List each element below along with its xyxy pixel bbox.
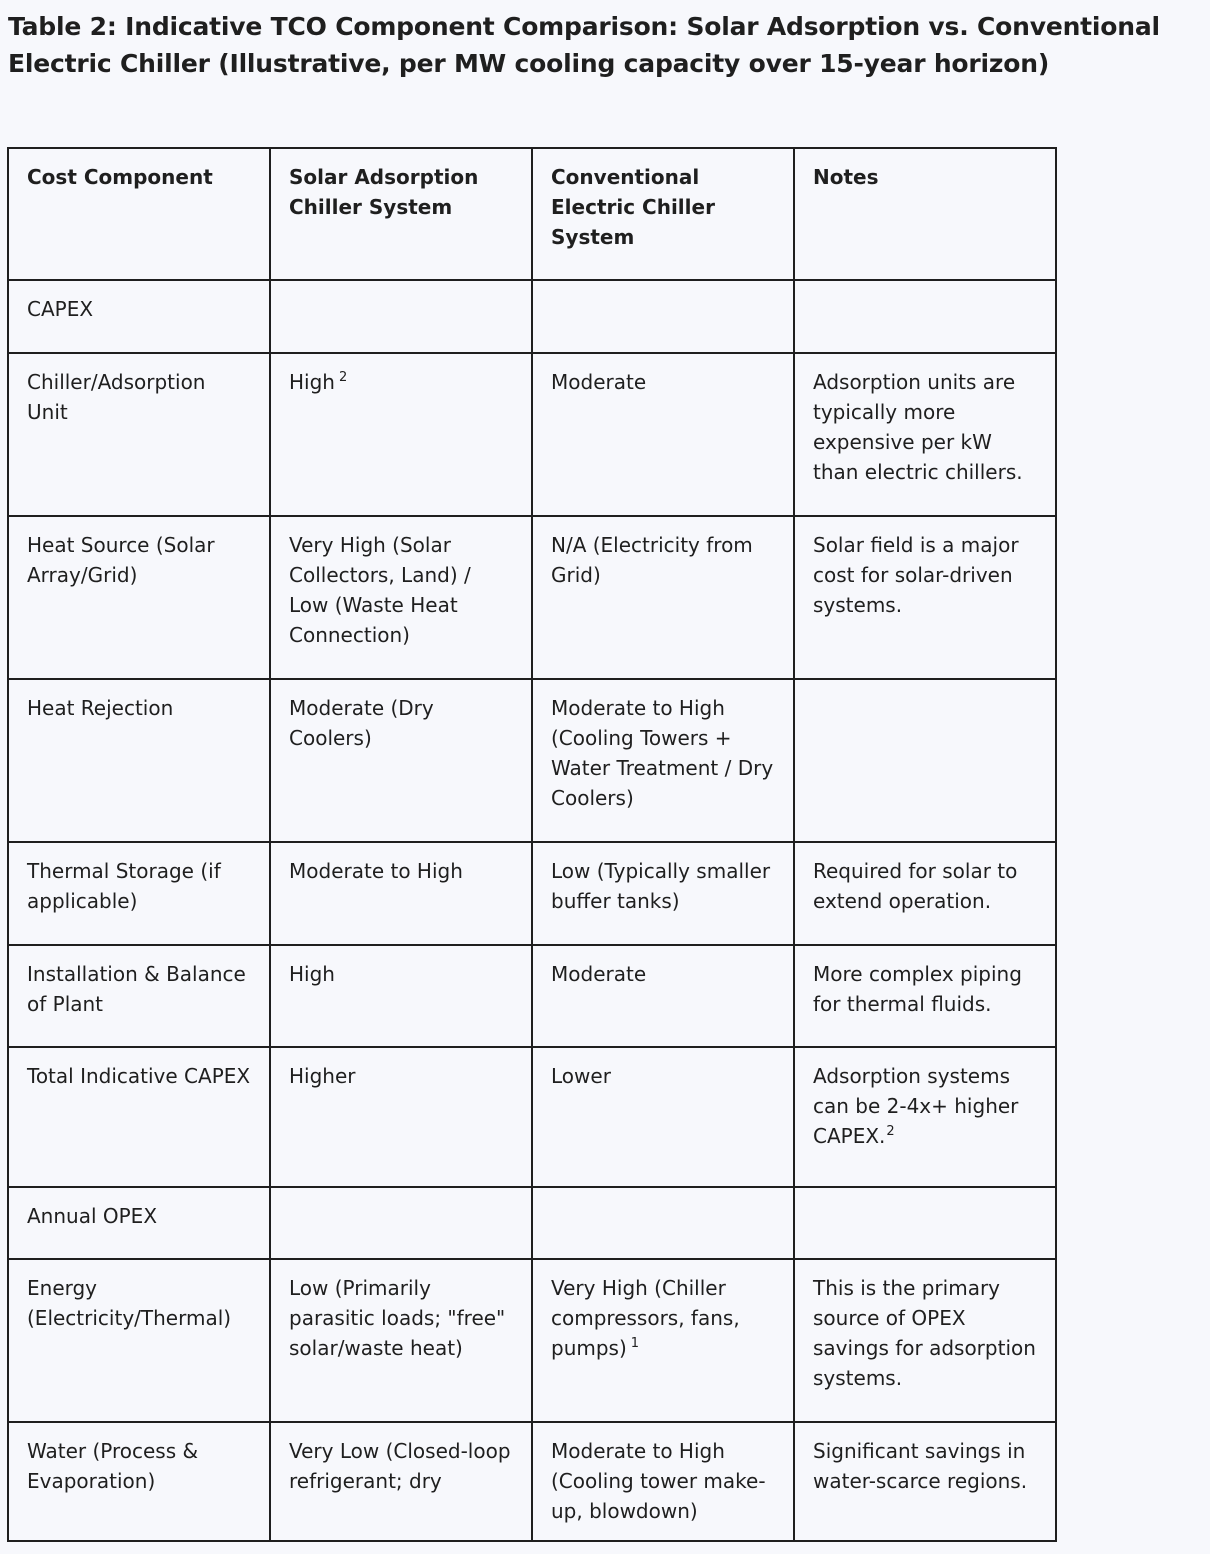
cell-solar [270, 1187, 532, 1259]
total-row-capex [8, 1047, 1056, 1187]
footnote-ref: 1 [630, 1336, 640, 1352]
cell-notes: Solar field is a major cost for solar-driven systems. [794, 516, 1056, 679]
table-row [8, 353, 1056, 516]
cell-solar: Very High (Solar Collectors, Land) / Low (Waste Heat Connection) [270, 516, 532, 679]
cell-solar: Moderate (Dry Coolers) [270, 679, 532, 842]
table-header-row [8, 148, 1056, 280]
cell-conventional [532, 1187, 794, 1259]
cell-solar: High [270, 945, 532, 1047]
cell-component: Chiller/Adsorption Unit [8, 353, 270, 516]
cell-solar: Low (Primarily parasitic loads; "free" solar/waste heat) [270, 1259, 532, 1422]
section-label: CAPEX [8, 280, 270, 353]
cell-solar [270, 353, 532, 516]
cell-component: Heat Rejection [8, 679, 270, 842]
cell-conventional: Low (Typically smaller buffer tanks) [532, 842, 794, 945]
cell-component: Thermal Storage (if applicable) [8, 842, 270, 945]
cell-component: Water (Process & Evaporation) [8, 1422, 270, 1541]
section-row-capex [8, 280, 1056, 353]
cell-component: Total Indicative CAPEX [8, 1047, 270, 1187]
cell-component: Installation & Balance of Plant [8, 945, 270, 1047]
header-notes: Notes [794, 148, 1056, 280]
cell-notes [794, 679, 1056, 842]
cell-conventional: Moderate [532, 945, 794, 1047]
cell-notes [794, 280, 1056, 353]
section-label: Annual OPEX [8, 1187, 270, 1259]
header-solar-adsorption: Solar Adsorption Chiller System [270, 148, 532, 280]
cell-solar: Higher [270, 1047, 532, 1187]
cell-solar [270, 280, 532, 353]
table-row [8, 679, 1056, 842]
cell-conventional: N/A (Electricity from Grid) [532, 516, 794, 679]
cell-notes: Significant savings in water-scarce regions. [794, 1422, 1056, 1541]
cell-notes [794, 1187, 1056, 1259]
table-row [8, 945, 1056, 1047]
table-caption: Table 2: Indicative TCO Component Comparison: Solar Adsorption vs. Conventional Electric Chiller (Illustrative, per MW cooling capacity over 15-year horizon) [8, 12, 1160, 78]
cell-conventional [532, 280, 794, 353]
cell-conventional: Lower [532, 1047, 794, 1187]
table-row [8, 842, 1056, 945]
section-row-opex [8, 1187, 1056, 1259]
table-row [8, 1259, 1056, 1422]
table-row [8, 516, 1056, 679]
header-conventional-electric: Conventional Electric Chiller System [532, 148, 794, 280]
cell-notes: Required for solar to extend operation. [794, 842, 1056, 945]
cell-notes: This is the primary source of OPEX savings for adsorption systems. [794, 1259, 1056, 1422]
cell-conventional [532, 1259, 794, 1422]
tco-comparison-table [7, 147, 1057, 1542]
table-row [8, 1422, 1056, 1541]
cell-conventional: Moderate to High (Cooling tower make-up, blowdown) [532, 1422, 794, 1541]
cell-notes-text: Adsorption systems can be 2-4x+ higher CAPEX. [813, 1064, 1019, 1148]
header-cost-component: Cost Component [8, 148, 270, 280]
footnote-ref: 2 [338, 370, 348, 386]
cell-solar: Moderate to High [270, 842, 532, 945]
cell-notes: More complex piping for thermal fluids. [794, 945, 1056, 1047]
cell-conventional-text: Very High (Chiller compressors, fans, pumps) [551, 1276, 740, 1360]
cell-notes: Adsorption units are typically more expensive per kW than electric chillers. [794, 353, 1056, 516]
footnote-ref: 2 [886, 1124, 895, 1140]
cell-solar: Very Low (Closed-loop refrigerant; dry [270, 1422, 532, 1541]
cell-solar-text: High [289, 370, 335, 394]
cell-conventional: Moderate [532, 353, 794, 516]
cell-notes [794, 1047, 1056, 1187]
cell-component: Heat Source (Solar Array/Grid) [8, 516, 270, 679]
cell-component: Energy (Electricity/Thermal) [8, 1259, 270, 1422]
cell-conventional: Moderate to High (Cooling Towers + Water Treatment / Dry Coolers) [532, 679, 794, 842]
